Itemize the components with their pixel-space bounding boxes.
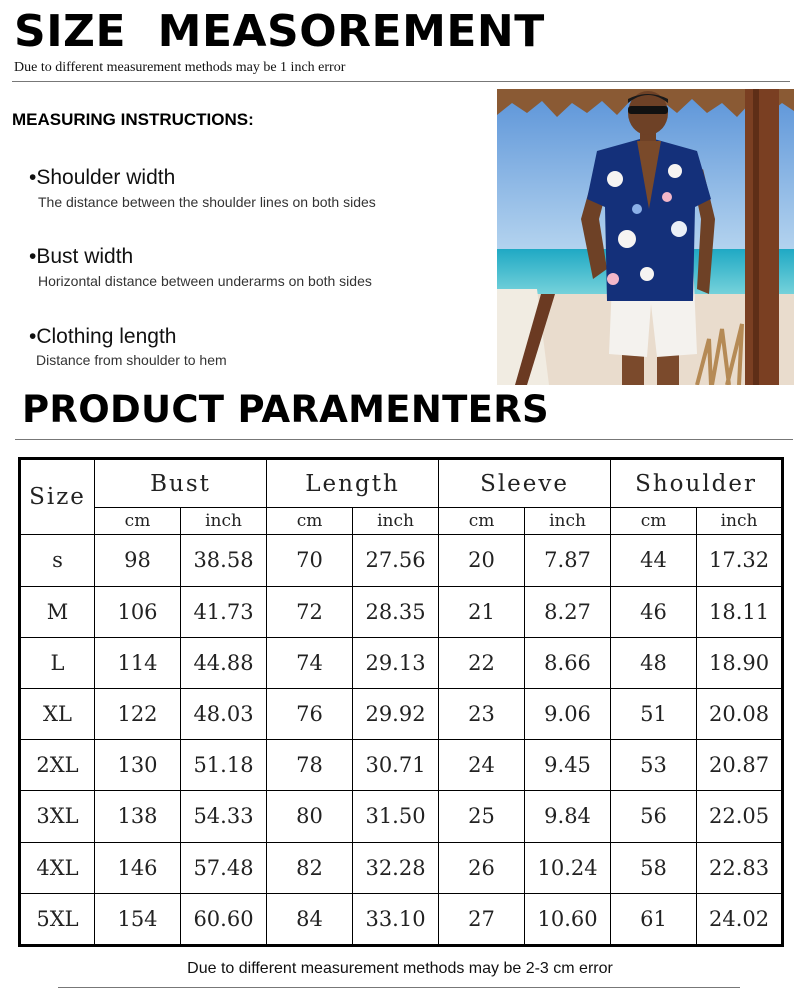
- unit-header: cm: [267, 508, 353, 535]
- measurement-cell: 56: [611, 791, 697, 842]
- page-title: SIZE MEASOREMENT: [14, 6, 545, 57]
- bust-width-title: •Bust width: [29, 245, 134, 268]
- measurement-cell: 84: [267, 893, 353, 945]
- size-cell: s: [20, 535, 95, 586]
- measurement-cell: 98: [95, 535, 181, 586]
- measurement-cell: 146: [95, 842, 181, 893]
- measurement-cell: 23: [439, 688, 525, 739]
- table-row: [20, 688, 783, 739]
- measurement-cell: 57.48: [181, 842, 267, 893]
- size-cell: L: [20, 637, 95, 688]
- measurement-cell: 51: [611, 688, 697, 739]
- measurement-cell: 122: [95, 688, 181, 739]
- bust-width-desc: Horizontal distance between underarms on both sides: [38, 273, 372, 289]
- measurement-cell: 9.06: [525, 688, 611, 739]
- measurement-cell: 18.90: [697, 637, 783, 688]
- measurement-cell: 114: [95, 637, 181, 688]
- unit-header: cm: [95, 508, 181, 535]
- sleeve-header: Sleeve: [439, 459, 611, 508]
- measurement-cell: 9.45: [525, 740, 611, 791]
- measurement-cell: 80: [267, 791, 353, 842]
- measurement-cell: 26: [439, 842, 525, 893]
- measurement-cell: 70: [267, 535, 353, 586]
- shoulder-width-title: •Shoulder width: [29, 166, 176, 189]
- size-chart-table: [18, 457, 784, 947]
- measurement-cell: 30.71: [353, 740, 439, 791]
- measurement-cell: 53: [611, 740, 697, 791]
- shoulder-width-desc: The distance between the shoulder lines on both sides: [38, 194, 376, 210]
- measurement-cell: 74: [267, 637, 353, 688]
- table-row: [20, 842, 783, 893]
- measurement-cell: 61: [611, 893, 697, 945]
- measurement-cell: 20: [439, 535, 525, 586]
- clothing-length-title: •Clothing length: [29, 325, 177, 348]
- unit-header: inch: [181, 508, 267, 535]
- measurement-cell: 8.66: [525, 637, 611, 688]
- unit-header: inch: [697, 508, 783, 535]
- size-cell: M: [20, 586, 95, 637]
- measurement-cell: 22.05: [697, 791, 783, 842]
- table-row: [20, 586, 783, 637]
- measurement-cell: 51.18: [181, 740, 267, 791]
- instructions-heading: MEASURING INSTRUCTIONS:: [12, 110, 254, 129]
- measurement-cell: 17.32: [697, 535, 783, 586]
- size-cell: 4XL: [20, 842, 95, 893]
- measurement-cell: 24: [439, 740, 525, 791]
- measurement-cell: 82: [267, 842, 353, 893]
- measurement-cell: 22: [439, 637, 525, 688]
- table-body: [20, 535, 783, 946]
- measurement-cell: 9.84: [525, 791, 611, 842]
- unit-header: cm: [611, 508, 697, 535]
- table-row: [20, 791, 783, 842]
- length-header: Length: [267, 459, 439, 508]
- measurement-cell: 28.35: [353, 586, 439, 637]
- measurement-cell: 154: [95, 893, 181, 945]
- measurement-cell: 25: [439, 791, 525, 842]
- header-divider: [12, 81, 790, 82]
- measurement-cell: 48: [611, 637, 697, 688]
- product-photo: [497, 89, 794, 385]
- measurement-cell: 130: [95, 740, 181, 791]
- measurement-cell: 32.28: [353, 842, 439, 893]
- size-cell: 5XL: [20, 893, 95, 945]
- size-cell: XL: [20, 688, 95, 739]
- measurement-cell: 24.02: [697, 893, 783, 945]
- measurement-cell: 72: [267, 586, 353, 637]
- measurement-cell: 10.24: [525, 842, 611, 893]
- unit-header: inch: [353, 508, 439, 535]
- table-row: [20, 893, 783, 945]
- table-row: [20, 535, 783, 586]
- measurement-cell: 22.83: [697, 842, 783, 893]
- measurement-cell: 106: [95, 586, 181, 637]
- measurement-cell: 7.87: [525, 535, 611, 586]
- clothing-length-desc: Distance from shoulder to hem: [36, 352, 227, 368]
- footer-divider: [58, 987, 740, 988]
- measurement-cell: 20.87: [697, 740, 783, 791]
- bust-header: Bust: [95, 459, 267, 508]
- measurement-cell: 60.60: [181, 893, 267, 945]
- measurement-cell: 138: [95, 791, 181, 842]
- size-cell: 2XL: [20, 740, 95, 791]
- product-parameters-heading: PRODUCT PARAMENTERS: [22, 388, 549, 431]
- measurement-cell: 27: [439, 893, 525, 945]
- measurement-cell: 44.88: [181, 637, 267, 688]
- table-header-row: [20, 459, 783, 508]
- measurement-cell: 29.13: [353, 637, 439, 688]
- product-divider: [15, 439, 793, 440]
- measurement-cell: 38.58: [181, 535, 267, 586]
- measurement-cell: 58: [611, 842, 697, 893]
- measurement-cell: 31.50: [353, 791, 439, 842]
- measurement-cell: 48.03: [181, 688, 267, 739]
- size-cell: 3XL: [20, 791, 95, 842]
- table-row: [20, 740, 783, 791]
- unit-header: inch: [525, 508, 611, 535]
- measurement-cell: 18.11: [697, 586, 783, 637]
- measurement-cell: 8.27: [525, 586, 611, 637]
- size-column-header: Size: [20, 459, 95, 535]
- measurement-cell: 21: [439, 586, 525, 637]
- measurement-cell: 29.92: [353, 688, 439, 739]
- footer-note: Due to different measurement methods may be 2-3 cm error: [187, 960, 613, 977]
- measurement-cell: 27.56: [353, 535, 439, 586]
- measurement-cell: 33.10: [353, 893, 439, 945]
- measurement-cell: 20.08: [697, 688, 783, 739]
- table-unit-row: [20, 508, 783, 535]
- unit-header: cm: [439, 508, 525, 535]
- measurement-cell: 54.33: [181, 791, 267, 842]
- table-row: [20, 637, 783, 688]
- measurement-cell: 41.73: [181, 586, 267, 637]
- measurement-cell: 44: [611, 535, 697, 586]
- measurement-cell: 10.60: [525, 893, 611, 945]
- page-subtitle: Due to different measurement methods may be 1 inch error: [14, 60, 346, 75]
- shoulder-header: Shoulder: [611, 459, 783, 508]
- measurement-cell: 76: [267, 688, 353, 739]
- measurement-cell: 78: [267, 740, 353, 791]
- measurement-cell: 46: [611, 586, 697, 637]
